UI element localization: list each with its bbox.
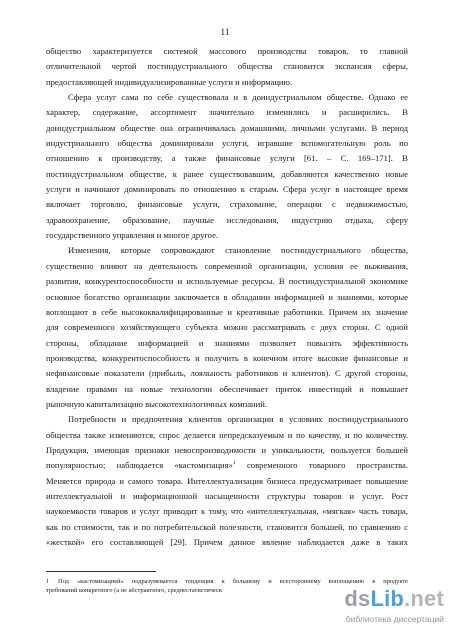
text-line: Изменения, которые сопровождают становление постиндустриального общества, <box>68 245 408 256</box>
text-line: популярностью; наблюдается «кастомизация»$^1$ современного товарного пространства. <box>46 460 408 471</box>
text-line: индустриального общества доминировали услуги, игравшие вспомогательную роль по <box>46 138 408 149</box>
footnote-line: требований конкретного (а не абстрактного, среднестатистическ <box>46 587 222 594</box>
footnote-rule <box>46 571 156 572</box>
text-line: как по стоимости, так и по потребительской полезности, становится большей, по сравнению с <box>46 521 408 532</box>
dslib-logo: dsLib.net <box>344 586 444 611</box>
page-number: 11 <box>220 28 230 38</box>
footnote-marker[interactable]: 1 <box>232 460 236 467</box>
text-line: Сфера услуг сама по себе существовала и в доиндустриальном обществе. Однако ее <box>68 92 408 103</box>
text-line: производства, конкурентоспособность и получить в конечном итоге высокие финансовые и <box>46 352 408 363</box>
text-line: Меняется природа и самого товара. Интеллектуализация бизнеса предусматривает повышение <box>46 475 408 486</box>
text-line: включает торговлю, финансовые услуги, страхование, операции с недвижимостью, <box>46 199 408 210</box>
text-line: стороны, обладание информацией и знаниями позволяет повысить эффективность <box>46 337 408 348</box>
watermark-subtitle: библиотека диссертаций <box>345 614 444 624</box>
footnote-line: 1 Под «кастомизацией» подразумевается тенденция к большему и всестороннему воплощению в продукте <box>46 578 408 585</box>
text-line: постиндустриальном обществе, к ранее существовавшим, добавляются качественно новые <box>46 168 408 179</box>
text-line: услуги и начинают доминировать по отношению к старым. Сфера услуг в настоящее время <box>46 184 408 195</box>
footnote-number: 1 <box>46 578 50 585</box>
text-line: общества также изменяются, спрос делается непредсказуемым и по качеству, и по количеству. <box>46 429 408 440</box>
text-line: нефинансовые показатели (прибыль, лояльность работников и клиентов). С другой стороны, <box>46 368 408 379</box>
text-line: развития, конкурентоспособности и используемые ресурсы. В постиндустриальной экономике <box>46 276 408 287</box>
dslib-watermark[interactable] <box>340 586 450 636</box>
body-text <box>46 44 408 550</box>
text-line: здравоохранение, образование, научные исследования, индустрию отдыха, сферу <box>46 214 408 225</box>
text-line: рыночную капитализацию высокотехнологичных компаний. <box>46 398 268 409</box>
text-line: характер, содержание, ассортимент значительно изменились и расширились. В <box>46 107 408 118</box>
text-line: «жесткой» его составляющей [29]. Причем данное явление наблюдается даже в таких <box>46 537 408 547</box>
text-line: отношению к производству, а также финансовые услуги [61. – С. 169–171]. В <box>46 153 408 164</box>
text-line: Продукция, имеющая признаки невоспроизводимости и уникальности, пользуется большей <box>46 444 408 455</box>
text-line: владение правами на новые технологии обеспечивает приток инвестиций и повышает <box>46 383 408 394</box>
text-line: государственного управления и многое другое. <box>46 230 219 241</box>
text-line: отличительной чертой постиндустриального общества становится экспансия сферы, <box>46 61 408 72</box>
text-line: предоставляющей индивидуализированные услуги и информацию. <box>46 76 293 87</box>
text-line: для современного хозяйствующего субъекта можно рассматривать с двух сторон. С одной <box>46 322 408 333</box>
text-line: существенно влияют на деятельность современной организации, условия ее выживания, <box>46 260 408 271</box>
text-line: общество характеризуется системой массового производства товаров, то главной <box>46 46 408 56</box>
text-line: наукоемкости товаров и услуг приводит к тому, что «интеллектуальная, «мягкая» часть товара, <box>46 506 408 517</box>
text-line: воплощают в себе высококвалифицированные и креативные работники. Причем их значение <box>46 306 408 317</box>
text-line: основное богатство организации заключается в обладании информацией и знаниями, которые <box>46 291 408 302</box>
text-line: интеллектуальной и информационной насыщенности структуры товаров и услуг. Рост <box>46 490 408 501</box>
text-line: Потребности и предпочтения клиентов организации в условиях постиндустриального <box>68 414 408 425</box>
text-line: доиндустриальном обществе она ограничивалась домашними, личными услугами. В период <box>46 122 408 133</box>
